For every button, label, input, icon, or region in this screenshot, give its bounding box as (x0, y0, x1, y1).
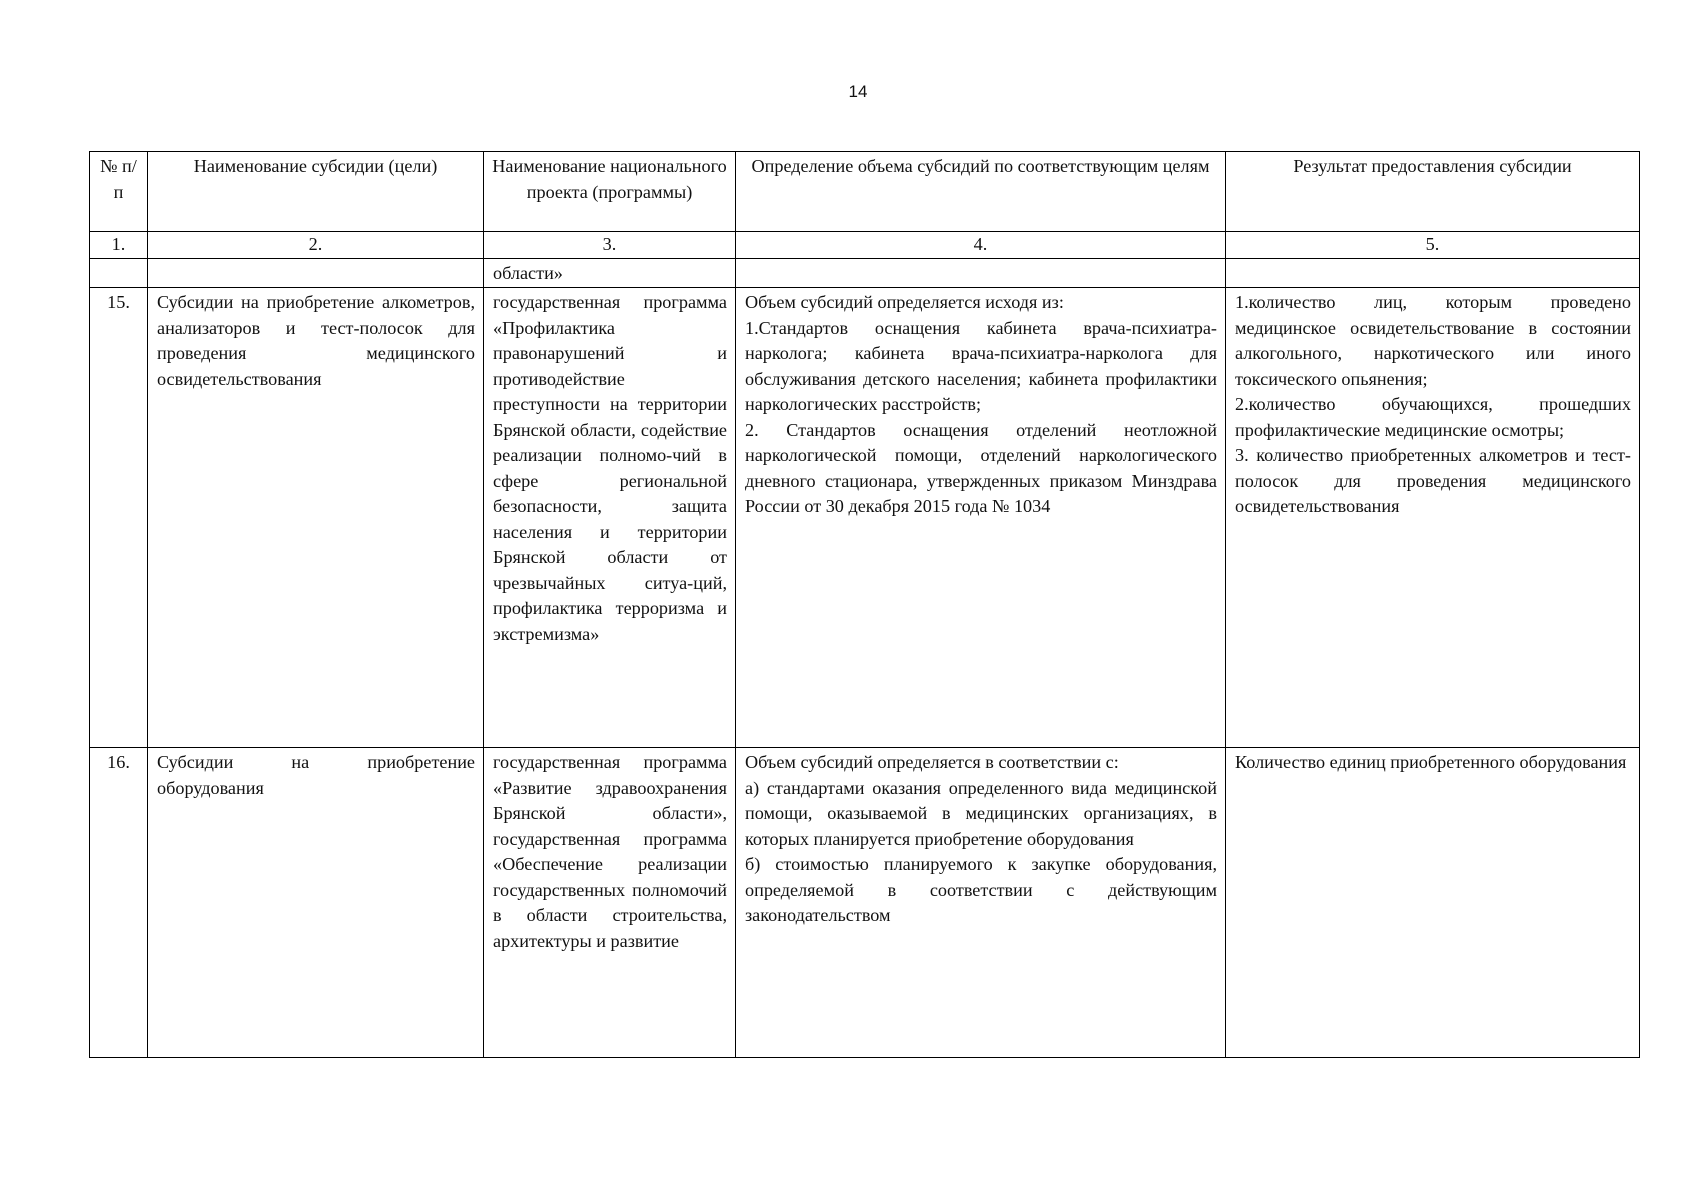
page-number: 14 (848, 82, 868, 101)
column-number: 3. (484, 232, 736, 259)
column-number-row (90, 232, 1640, 259)
subsidy-table (89, 151, 1640, 1058)
volume-line: б) стоимостью планируемого к закупке оборудования, определяемой в соответствии с действующим законодательством (745, 854, 1217, 925)
column-number: 4. (736, 232, 1226, 259)
header-volume-definition: Определение объема субсидий по соответствующим целям (736, 152, 1226, 232)
volume-definition (736, 748, 1226, 1058)
result-line: Количество единиц приобретенного оборудования (1235, 752, 1627, 772)
continuation-row (90, 259, 1640, 288)
table-row (90, 288, 1640, 748)
continuation-program-text: области» (484, 259, 736, 288)
column-number: 1. (90, 232, 148, 259)
row-number: 15. (90, 288, 148, 748)
subsidy-result (1226, 748, 1640, 1058)
continuation-cell (1226, 259, 1640, 288)
header-project-name: Наименование национального проекта (программы) (484, 152, 736, 232)
result-line: 3. количество приобретенных алкометров и тест-полосок для проведения медицинского освидетельствования (1235, 445, 1631, 516)
volume-line: Объем субсидий определяется в соответствии с: (745, 752, 1119, 772)
continuation-cell (736, 259, 1226, 288)
column-number: 5. (1226, 232, 1640, 259)
subsidy-name: Субсидии на приобретение оборудования (148, 748, 484, 1058)
table-row (90, 748, 1640, 1058)
header-num: № п/п (90, 152, 148, 232)
program-name: государственная программа «Профилактика правонарушений и противодействие преступности на территории Брянской области, содействие реализации полномо-чий в сфере региональной безопасности, защита населения и территории Брянской области от чрезвычайных ситуа-ций, профилактика терроризма и экстремизма» (484, 288, 736, 748)
program-name: государственная программа «Развитие здравоохранения Брянской области», государственная программа «Обеспечение реализации государственных полномочий в области строительства, архитектуры и развитие (484, 748, 736, 1058)
header-result: Результат предоставления субсидии (1226, 152, 1640, 232)
row-number: 16. (90, 748, 148, 1058)
continuation-cell (90, 259, 148, 288)
volume-line: 2. Стандартов оснащения отделений неотложной наркологической помощи, отделений наркологического дневного стационара, утвержденных приказом Минздрава России от 30 декабря 2015 года № 1034 (745, 419, 1217, 516)
result-line: 1.количество лиц, которым проведено медицинское освидетельствование в состоянии алкогольного, наркотического или иного токсического опьянения; (1235, 292, 1631, 389)
volume-definition (736, 288, 1226, 748)
header-subsidy-name: Наименование субсидии (цели) (148, 152, 484, 232)
continuation-cell (148, 259, 484, 288)
result-line: 2.количество обучающихся, прошедших профилактические медицинские осмотры; (1235, 394, 1631, 440)
volume-line: Объем субсидий определяется исходя из: (745, 292, 1064, 312)
subsidy-result (1226, 288, 1640, 748)
header-row (90, 152, 1640, 232)
column-number: 2. (148, 232, 484, 259)
subsidy-name: Субсидии на приобретение алкометров, анализаторов и тест-полосок для проведения медицинского освидетельствования (148, 288, 484, 748)
volume-line: 1.Стандартов оснащения кабинета врача-психиатра-нарколога; кабинета врача-психиатра-нарколога для обслуживания детского населения; кабинета профилактики наркологических расстройств; (745, 317, 1217, 414)
volume-line: а) стандартами оказания определенного вида медицинской помощи, оказываемой в медицинских организациях, в которых планируется приобретение оборудования (745, 777, 1217, 849)
